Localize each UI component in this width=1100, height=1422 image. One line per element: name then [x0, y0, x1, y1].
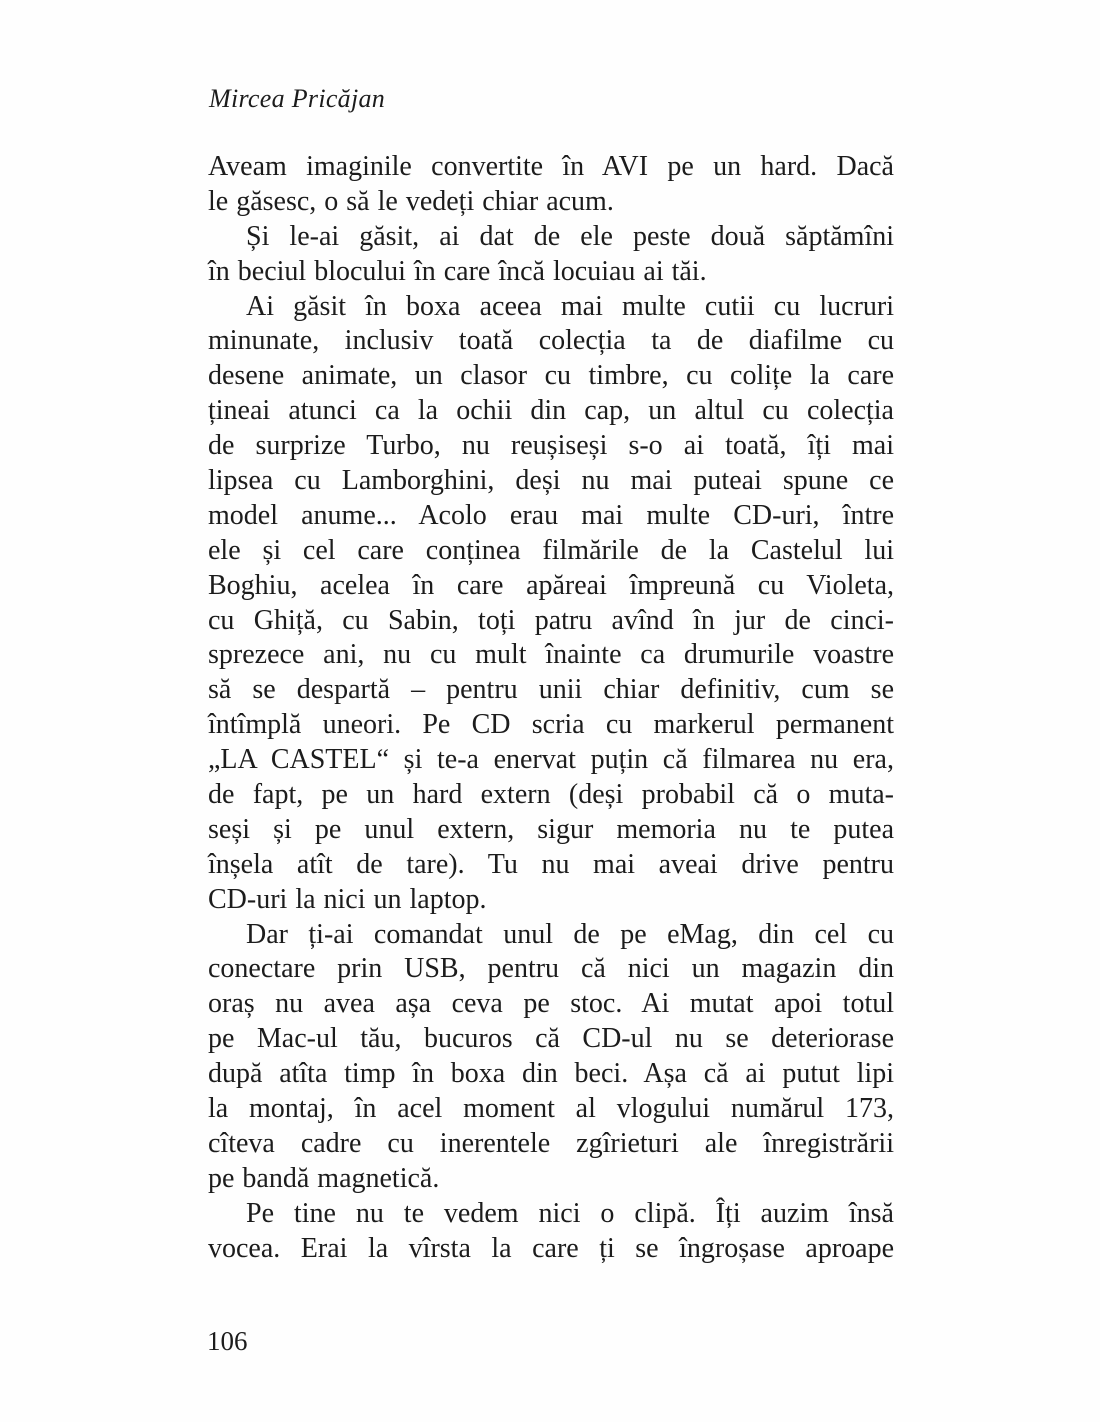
- text-line: ele și cel care conținea filmările de la Castelul lui: [208, 534, 894, 566]
- text-line: întîmplă uneori. Pe CD scria cu markerul permanent: [208, 709, 894, 741]
- text-line: de surprize Turbo, nu reușiseși s-o ai toată, îți mai: [208, 430, 894, 462]
- text-line: pe Mac-ul tău, bucuros că CD-ul nu se deteriorase: [208, 1023, 894, 1055]
- text-line: conectare prin USB, pentru că nici un magazin din: [208, 953, 894, 985]
- text-line: vocea. Erai la vîrsta la care ți se îngroșase aproape: [208, 1232, 894, 1264]
- text-line: Și le-ai găsit, ai dat de ele peste două săptămîni: [246, 220, 894, 252]
- text-line: pe bandă magnetică.: [208, 1162, 440, 1194]
- text-line: lipsea cu Lamborghini, deși nu mai puteai spune ce: [208, 465, 894, 497]
- text-line: oraș nu avea așa ceva pe stoc. Ai mutat apoi totul: [208, 988, 894, 1020]
- text-line: cu Ghiță, cu Sabin, toți patru avînd în jur de cinci-: [208, 604, 894, 636]
- paragraph: [208, 150, 894, 220]
- text-line: seși și pe unul extern, sigur memoria nu te putea: [208, 813, 894, 845]
- text-line: desene animate, un clasor cu timbre, cu colițe la care: [208, 360, 894, 392]
- text-line: minunate, inclusiv toată colecția ta de diafilme cu: [208, 325, 894, 357]
- text-line: Dar ți-ai comandat unul de pe eMag, din cel cu: [246, 918, 894, 950]
- text-line: de fapt, pe un hard extern (deși probabil că o muta-: [208, 779, 894, 811]
- page-number: 106: [207, 1326, 248, 1356]
- text-line: cîteva cadre cu inerentele zgîrieturi ale înregistrării: [208, 1127, 894, 1159]
- paragraph: [208, 290, 894, 918]
- running-header-author: Mircea Pricăjan: [209, 84, 386, 113]
- text-line: să se despartă – pentru unii chiar definitiv, cum se: [208, 674, 894, 706]
- text-line: model anume... Acolo erau mai multe CD-uri, între: [208, 499, 894, 531]
- paragraph: [208, 1197, 894, 1267]
- text-line: Aveam imaginile convertite în AVI pe un hard. Dacă: [208, 151, 894, 182]
- text-line: Pe tine nu te vedem nici o clipă. Îți auzim însă: [246, 1197, 894, 1229]
- text-line: după atîta timp în boxa din beci. Așa că ai putut lipi: [208, 1058, 894, 1090]
- text-line: sprezece ani, nu cu mult înainte ca drumurile voastre: [208, 639, 894, 671]
- paragraph: [208, 220, 894, 290]
- paragraph: [208, 918, 894, 1197]
- text-line: înșela atît de tare). Tu nu mai aveai drive pentru: [208, 848, 894, 880]
- text-line: CD-uri la nici un laptop.: [208, 883, 487, 915]
- text-line: „LA CASTEL“ și te-a enervat puțin că filmarea nu era,: [208, 744, 894, 776]
- text-line: țineai atunci ca la ochii din cap, un altul cu colecția: [208, 395, 894, 427]
- text-line: în beciul blocului în care încă locuiau ai tăi.: [208, 255, 707, 287]
- text-line: le găsesc, o să le vedeți chiar acum.: [208, 185, 614, 217]
- text-line: Ai găsit în boxa aceea mai multe cutii cu lucruri: [246, 290, 894, 322]
- text-block: [208, 150, 894, 1267]
- text-line: Boghiu, acelea în care apăreai împreună cu Violeta,: [208, 569, 894, 601]
- text-line: la montaj, în acel moment al vlogului numărul 173,: [208, 1093, 894, 1125]
